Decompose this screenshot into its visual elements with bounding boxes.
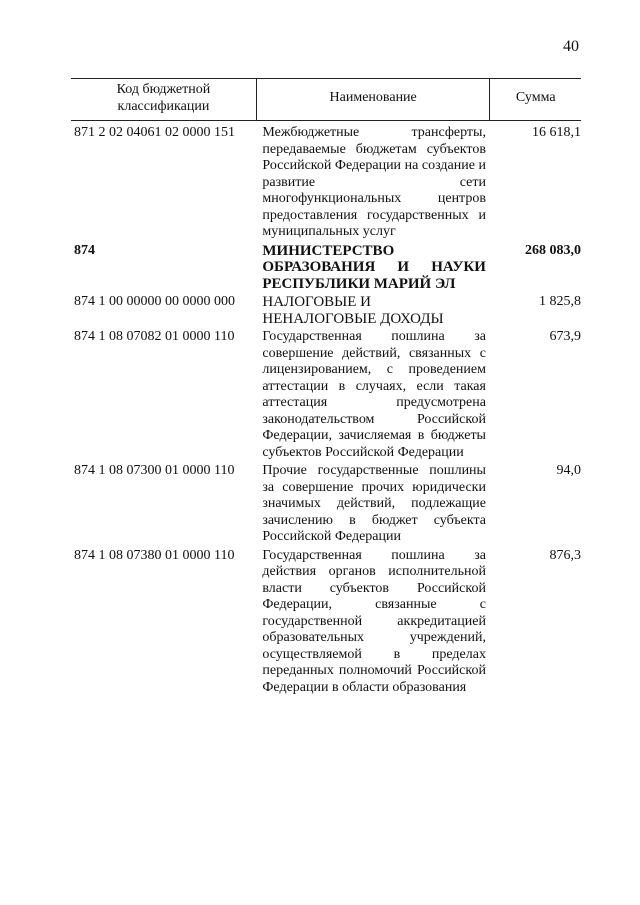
table-row [71, 121, 581, 243]
table-row [71, 548, 581, 699]
page-number: 40 [563, 38, 579, 55]
row-sum: 876,3 [549, 547, 581, 563]
header-sum: Сумма [490, 79, 581, 121]
table-row [71, 463, 581, 548]
row-code: 874 1 00 00000 00 0000 000 [74, 294, 235, 309]
row-code: 874 1 08 07300 01 0000 110 [74, 463, 235, 478]
row-code: 874 [74, 242, 95, 258]
row-code: 874 1 08 07380 01 0000 110 [74, 547, 235, 563]
row-code: 874 1 08 07082 01 0000 110 [74, 329, 235, 344]
row-name: Межбюджетные трансферты, передаваемые бюджетам субъектов Российской Федерации на создание и развитие сети многофункциональных центров предоставления государственных и муниципальных услуг [262, 125, 486, 239]
row-sum: 1 825,8 [539, 294, 581, 309]
table-row [71, 294, 581, 329]
row-name: НАЛОГОВЫЕ И НЕНАЛОГОВЫЕ ДОХОДЫ [262, 294, 444, 327]
row-name: Государственная пошлина за действия органов исполнительной власти субъектов Российской Федерации, связанные с государственной аккредитацией образовательных учреждений, осуществляемой в пределах переданных полномочий Российской Федерации в области образования [262, 547, 486, 695]
budget-table [71, 78, 581, 698]
row-name: Государственная пошлина за совершение действий, связанных с лицензированием, с проведением аттестации в случаях, если такая аттестация предусмотрена законодательством Российской Федерации, зачисляемая в бюджеты субъектов Российской Федерации [262, 329, 486, 460]
row-sum: 16 618,1 [532, 125, 581, 140]
table-row [71, 329, 581, 463]
row-sum: 673,9 [549, 329, 581, 344]
header-code: Код бюджетной классификации [71, 79, 256, 121]
row-sum: 268 083,0 [525, 242, 581, 258]
header-name: Наименование [256, 79, 490, 121]
table-row [71, 243, 581, 295]
row-name: МИНИСТЕРСТВО ОБРАЗОВАНИЯ И НАУКИ РЕСПУБЛИКИ МАРИЙ ЭЛ [262, 242, 486, 292]
row-name: Прочие государственные пошлины за совершение прочих юридически значимых действий, подлежащие зачислению в бюджет субъекта Российской Федерации [262, 463, 486, 544]
row-sum: 94,0 [556, 463, 581, 478]
table-header-row [71, 79, 581, 121]
row-code: 871 2 02 04061 02 0000 151 [74, 125, 235, 140]
